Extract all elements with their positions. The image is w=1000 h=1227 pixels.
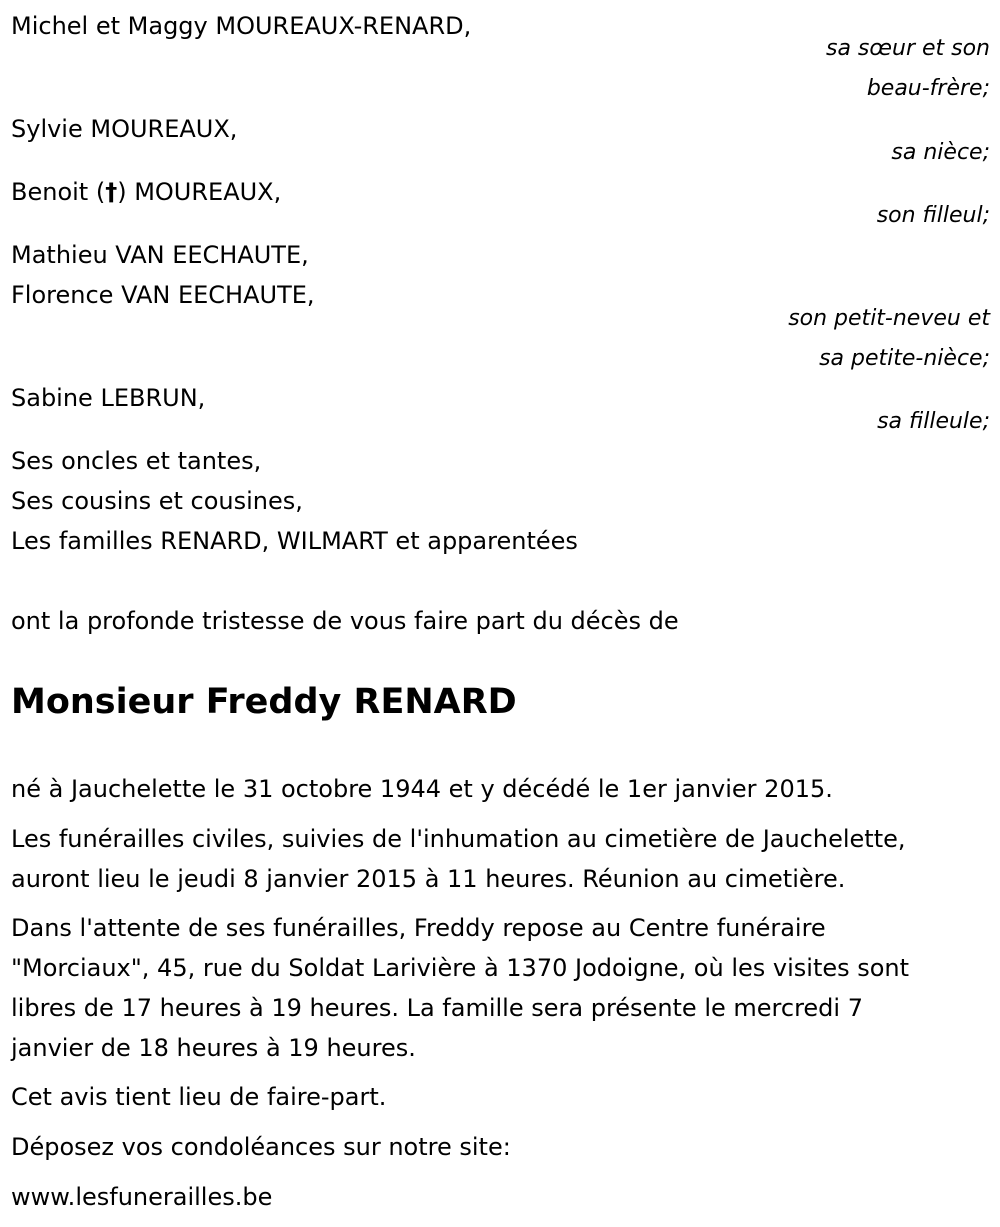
notice-line: Cet avis tient lieu de faire-part. <box>11 1083 387 1111</box>
announcement-intro: ont la profonde tristesse de vous faire part du décès de <box>11 607 679 635</box>
relation-niece: sa nièce; <box>891 140 990 165</box>
family-familles: Les familles RENARD, WILMART et apparentées <box>11 527 578 555</box>
visit-line-1: Dans l'attente de ses funérailles, Freddy repose au Centre funéraire <box>11 914 826 942</box>
visit-line-3: libres de 17 heures à 19 heures. La famille sera présente le mercredi 7 <box>11 994 863 1022</box>
relation-soeur-line-2: beau-frère; <box>866 76 990 101</box>
family-sylvie: Sylvie MOUREAUX, <box>11 115 238 143</box>
family-michel-maggy: Michel et Maggy MOUREAUX-RENARD, <box>11 12 472 40</box>
relation-soeur-line-1: sa sœur et son <box>825 36 990 61</box>
family-benoit <box>11 177 281 207</box>
condolences-line: Déposez vos condoléances sur notre site: <box>11 1133 511 1161</box>
website-link[interactable]: www.lesfunerailles.be <box>11 1183 273 1211</box>
family-oncles: Ses oncles et tantes, <box>11 447 262 475</box>
family-cousins: Ses cousins et cousines, <box>11 487 303 515</box>
funeral-line-1: Les funérailles civiles, suivies de l'inhumation au cimetière de Jauchelette, <box>11 825 906 853</box>
funeral-line-2: auront lieu le jeudi 8 janvier 2015 à 11 heures. Réunion au cimetière. <box>11 865 846 893</box>
relation-filleule: sa filleule; <box>877 409 990 434</box>
relation-filleul: son filleul; <box>876 203 990 228</box>
relation-petit-line-1: son petit-neveu et <box>788 306 990 331</box>
family-mathieu: Mathieu VAN EECHAUTE, <box>11 241 309 269</box>
benoit-name-post: ) MOUREAUX, <box>117 178 282 206</box>
birth-death-line: né à Jauchelette le 31 octobre 1944 et y décédé le 1er janvier 2015. <box>11 775 833 803</box>
family-florence: Florence VAN EECHAUTE, <box>11 281 315 309</box>
visit-line-4: janvier de 18 heures à 19 heures. <box>11 1034 416 1062</box>
family-sabine: Sabine LEBRUN, <box>11 384 206 412</box>
visit-line-2: "Morciaux", 45, rue du Soldat Larivière à 1370 Jodoigne, où les visites sont <box>11 954 910 982</box>
deceased-name: Monsieur Freddy RENARD <box>11 682 517 722</box>
cross-icon: † <box>105 178 118 206</box>
benoit-name-pre: Benoit ( <box>11 178 106 206</box>
relation-petit-line-2: sa petite-nièce; <box>819 346 990 371</box>
